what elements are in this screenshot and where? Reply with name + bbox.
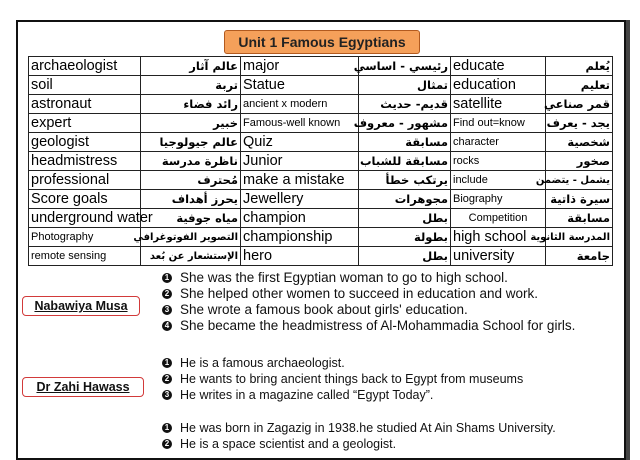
english-word: educate bbox=[451, 57, 546, 76]
arabic-meaning: مسابقة bbox=[359, 133, 451, 152]
number-1-icon: 1 bbox=[162, 273, 172, 283]
table-row bbox=[29, 95, 613, 114]
fact-text: He writes in a magazine called “Egypt Today”. bbox=[180, 388, 434, 402]
english-word: character bbox=[451, 133, 546, 152]
table-row bbox=[29, 133, 613, 152]
english-word: education bbox=[451, 76, 546, 95]
table-row bbox=[29, 114, 613, 133]
english-word: remote sensing bbox=[29, 247, 141, 266]
english-word: championship bbox=[241, 228, 359, 247]
number-4-icon: 4 bbox=[162, 321, 172, 331]
fact-text: He is a famous archaeologist. bbox=[180, 356, 345, 370]
fact-text: She wrote a famous book about girls' education. bbox=[180, 302, 468, 317]
table-row bbox=[29, 209, 613, 228]
english-word: expert bbox=[29, 114, 141, 133]
arabic-meaning: يشمل - يتضمن bbox=[546, 171, 613, 190]
number-2-icon: 2 bbox=[162, 289, 172, 299]
english-word: ancient x modern bbox=[241, 95, 359, 114]
vocabulary-table bbox=[28, 56, 613, 266]
english-word: champion bbox=[241, 209, 359, 228]
list-item bbox=[160, 436, 556, 452]
english-word: headmistress bbox=[29, 152, 141, 171]
fact-list bbox=[160, 270, 575, 334]
arabic-meaning: قمر صناعي bbox=[546, 95, 613, 114]
arabic-meaning: يُعلم bbox=[546, 57, 613, 76]
english-word: major bbox=[241, 57, 359, 76]
page-title: Unit 1 Famous Egyptians bbox=[224, 30, 420, 54]
arabic-meaning: رئيسي - اساسي bbox=[359, 57, 451, 76]
english-word: hero bbox=[241, 247, 359, 266]
arabic-meaning: عالم آثار bbox=[141, 57, 241, 76]
arabic-meaning: يرتكب خطأ bbox=[359, 171, 451, 190]
fact-text: She became the headmistress of Al-Mohammadia School for girls. bbox=[180, 318, 576, 333]
arabic-meaning: يحرز أهداف bbox=[141, 190, 241, 209]
arabic-meaning: يجد - يعرف bbox=[546, 114, 613, 133]
english-word: Jewellery bbox=[241, 190, 359, 209]
arabic-meaning: قديم- حديث bbox=[359, 95, 451, 114]
arabic-meaning: بطل bbox=[359, 209, 451, 228]
fact-list bbox=[160, 420, 556, 452]
english-word: Biography bbox=[451, 190, 546, 209]
english-word: make a mistake bbox=[241, 171, 359, 190]
list-item bbox=[160, 270, 575, 286]
arabic-meaning: بطل bbox=[359, 247, 451, 266]
fact-text: He is a space scientist and a geologist. bbox=[180, 437, 397, 451]
english-word: include bbox=[451, 171, 546, 190]
arabic-meaning: مشهور - معروف bbox=[359, 114, 451, 133]
english-word: soil bbox=[29, 76, 141, 95]
english-word: archaeologist bbox=[29, 57, 141, 76]
arabic-meaning: مسابقة bbox=[546, 209, 613, 228]
english-word: Photography bbox=[29, 228, 141, 247]
fact-text: She was the first Egyptian woman to go to high school. bbox=[180, 270, 508, 285]
arabic-meaning: بطولة bbox=[359, 228, 451, 247]
english-word: university bbox=[451, 247, 546, 266]
fact-list bbox=[160, 355, 523, 403]
arabic-meaning: تربة bbox=[141, 76, 241, 95]
arabic-meaning: سيرة ذاتية bbox=[546, 190, 613, 209]
person-name-label: Nabawiya Musa bbox=[22, 296, 140, 316]
arabic-meaning: مسابقة للشباب bbox=[359, 152, 451, 171]
number-2-icon: 2 bbox=[162, 439, 172, 449]
arabic-meaning: المدرسة الثانوية bbox=[546, 228, 613, 247]
list-item bbox=[160, 318, 575, 334]
table-row bbox=[29, 171, 613, 190]
english-word: Famous-well known bbox=[241, 114, 359, 133]
fact-text: He wants to bring ancient things back to Egypt from museums bbox=[180, 372, 524, 386]
arabic-meaning: خبير bbox=[141, 114, 241, 133]
table-row bbox=[29, 57, 613, 76]
arabic-meaning: الإستشعار عن بُعد bbox=[141, 247, 241, 266]
list-item bbox=[160, 387, 523, 403]
english-word: geologist bbox=[29, 133, 141, 152]
english-word: Competition bbox=[451, 209, 546, 228]
number-2-icon: 2 bbox=[162, 374, 172, 384]
english-word: satellite bbox=[451, 95, 546, 114]
table-row bbox=[29, 190, 613, 209]
english-word: astronaut bbox=[29, 95, 141, 114]
list-item bbox=[160, 371, 523, 387]
arabic-meaning: التصوير الفوتوغرافي bbox=[141, 228, 241, 247]
list-item bbox=[160, 302, 575, 318]
person-name-label: Dr Zahi Hawass bbox=[22, 377, 144, 397]
arabic-meaning: مجوهرات bbox=[359, 190, 451, 209]
english-word: high school bbox=[451, 228, 546, 247]
english-word: Quiz bbox=[241, 133, 359, 152]
arabic-meaning: رائد فضاء bbox=[141, 95, 241, 114]
english-word: rocks bbox=[451, 152, 546, 171]
table-row bbox=[29, 228, 613, 247]
arabic-meaning: جامعة bbox=[546, 247, 613, 266]
list-item bbox=[160, 286, 575, 302]
fact-text: She helped other women to succeed in education and work. bbox=[180, 286, 538, 301]
number-1-icon: 1 bbox=[162, 423, 172, 433]
english-word: Find out=know bbox=[451, 114, 546, 133]
arabic-meaning: شخصية bbox=[546, 133, 613, 152]
arabic-meaning: ناظرة مدرسة bbox=[141, 152, 241, 171]
english-word: underground water bbox=[29, 209, 141, 228]
table-row bbox=[29, 76, 613, 95]
number-3-icon: 3 bbox=[162, 390, 172, 400]
english-word: Junior bbox=[241, 152, 359, 171]
number-1-icon: 1 bbox=[162, 358, 172, 368]
arabic-meaning: مياه جوفية bbox=[141, 209, 241, 228]
english-word: Statue bbox=[241, 76, 359, 95]
table-row bbox=[29, 152, 613, 171]
english-word: professional bbox=[29, 171, 141, 190]
arabic-meaning: تمثال bbox=[359, 76, 451, 95]
fact-text: He was born in Zagazig in 1938.he studied At Ain Shams University. bbox=[180, 421, 556, 435]
arabic-meaning: مُحترف bbox=[141, 171, 241, 190]
number-3-icon: 3 bbox=[162, 305, 172, 315]
english-word: Score goals bbox=[29, 190, 141, 209]
arabic-meaning: صخور bbox=[546, 152, 613, 171]
table-row bbox=[29, 247, 613, 266]
arabic-meaning: تعليم bbox=[546, 76, 613, 95]
arabic-meaning: عالم جيولوجيا bbox=[141, 133, 241, 152]
list-item bbox=[160, 355, 523, 371]
list-item bbox=[160, 420, 556, 436]
